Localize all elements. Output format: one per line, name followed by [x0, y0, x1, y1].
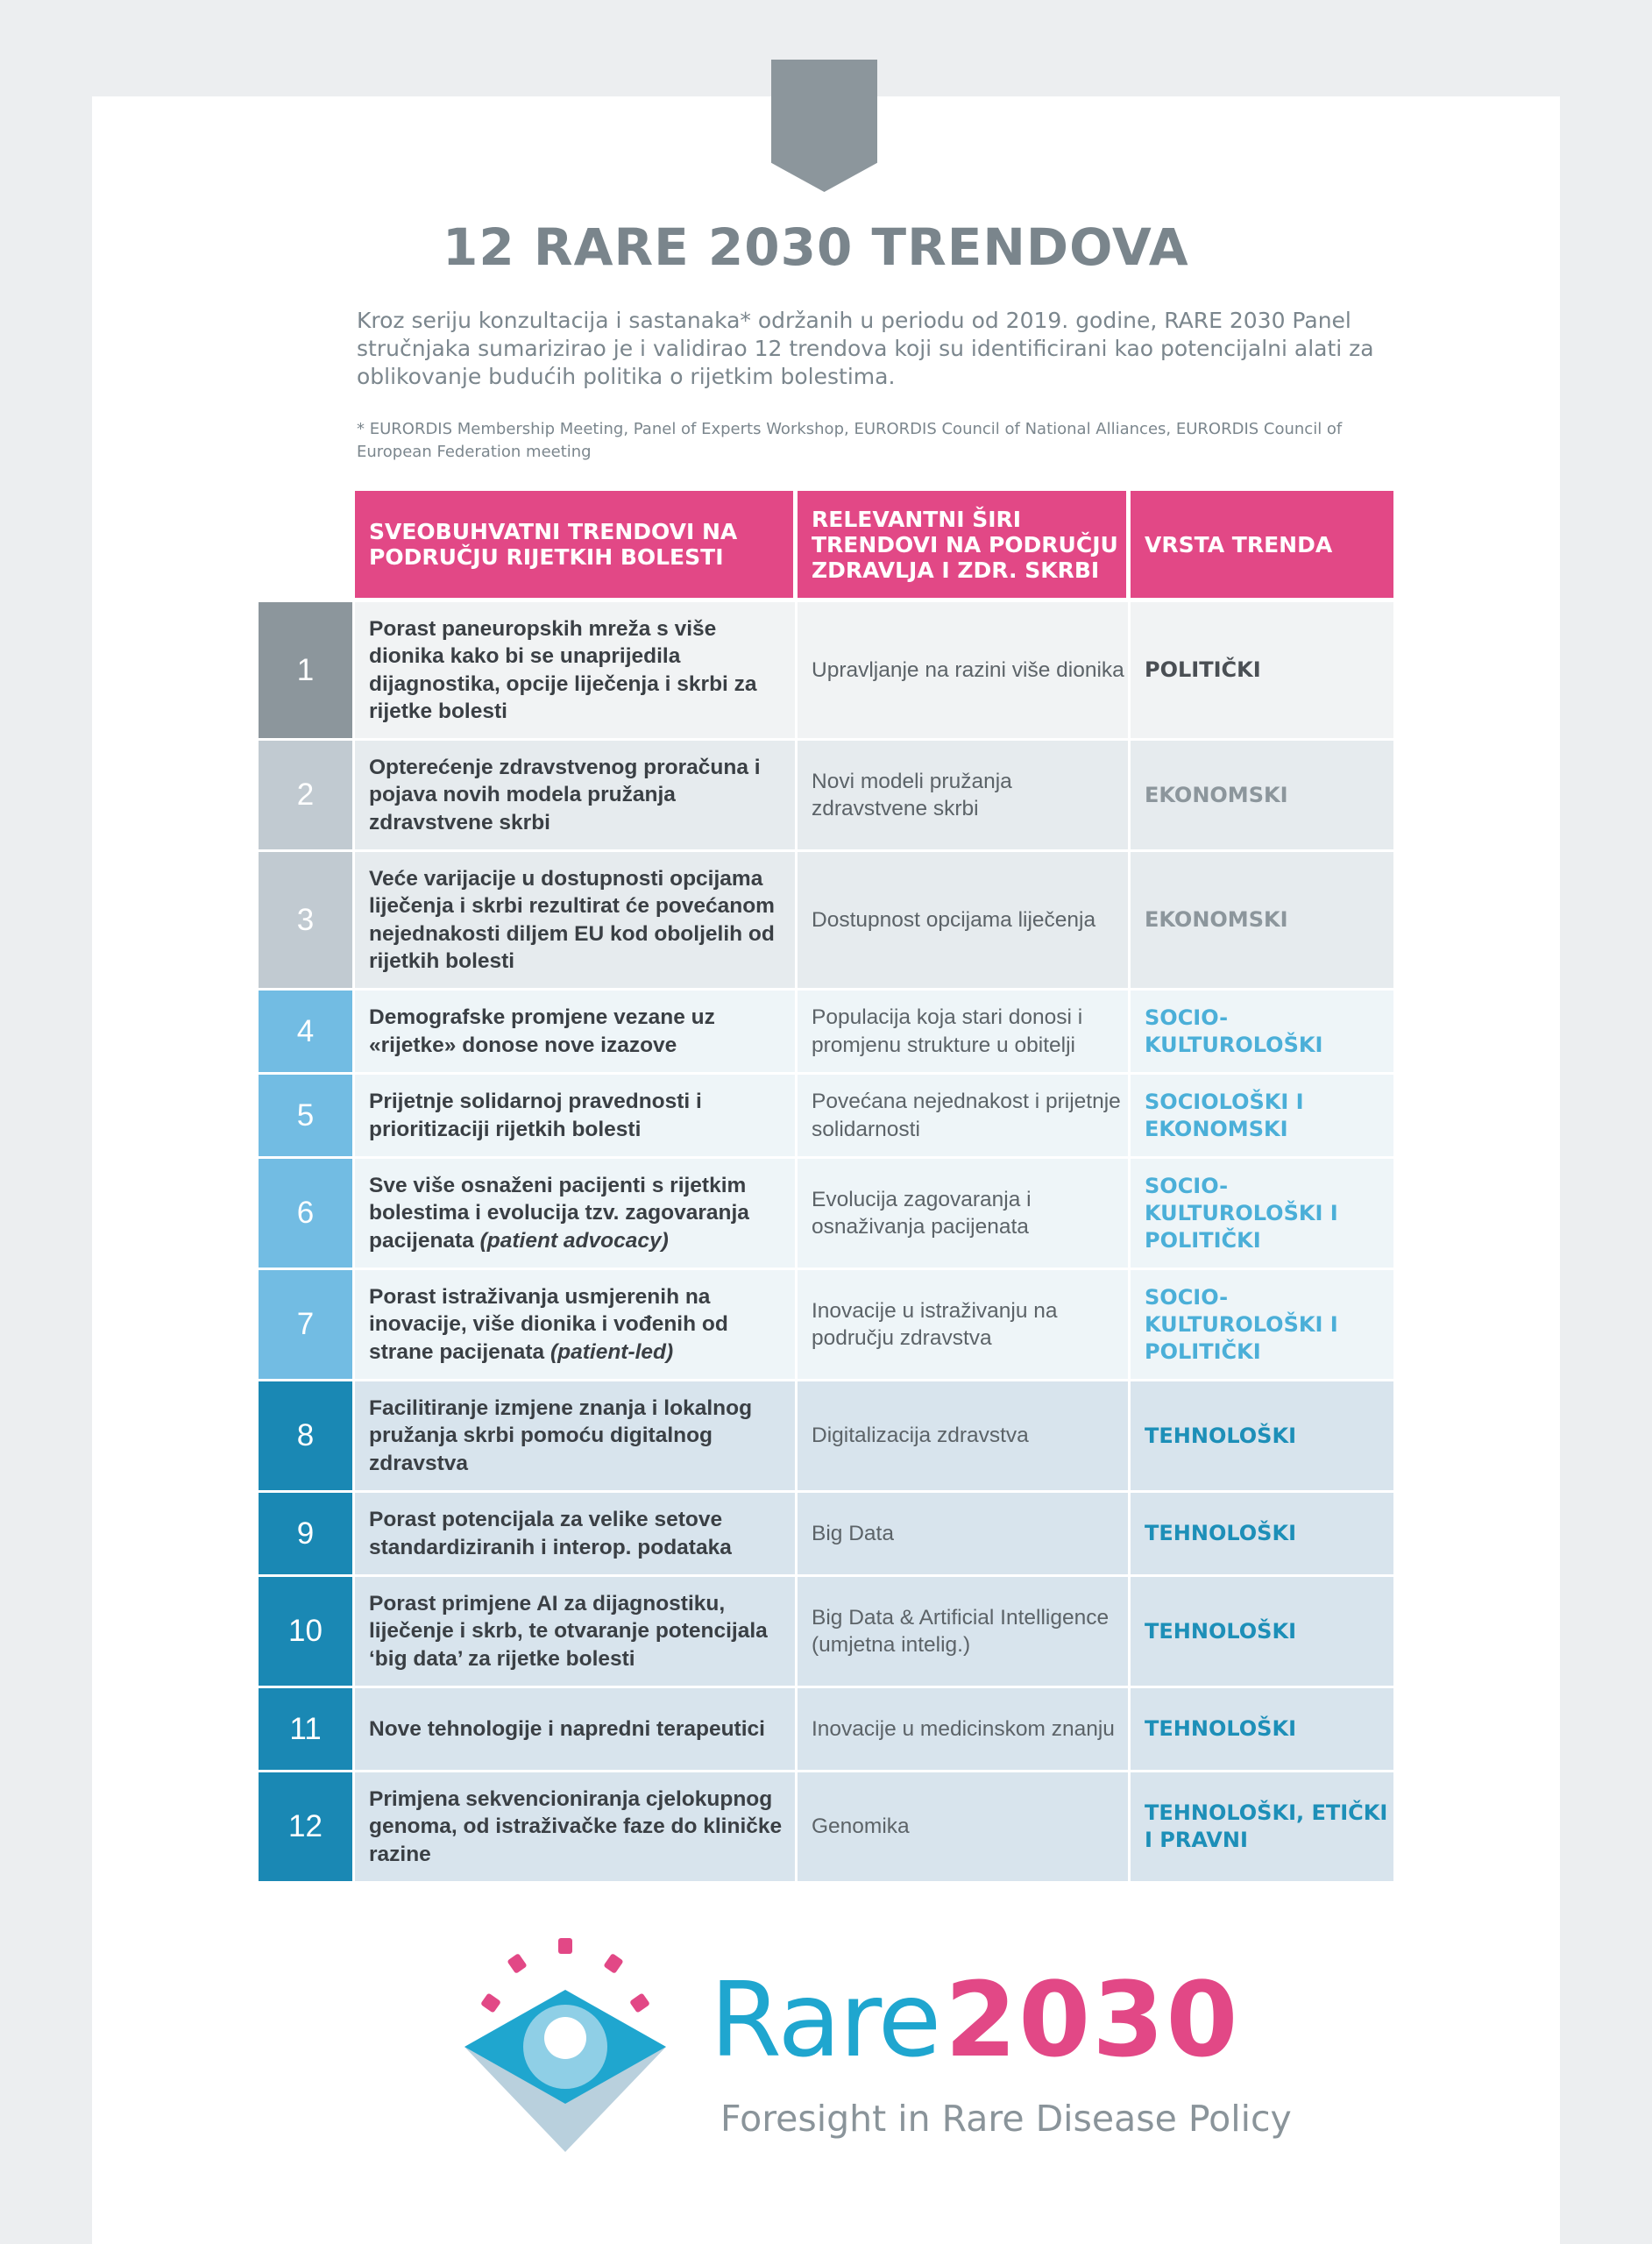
rare-trend-text: Veće varijacije u dostupnosti opcijama liječenja i skrbi rezultirat će povećanom nejednakosti diljem EU kod oboljelih od rijetkih bolesti	[369, 866, 775, 973]
rare-trend-text: Prijetnje solidarnoj pravednosti i prioritizaciji rijetkih bolesti	[369, 1090, 702, 1141]
rare-trend-emphasis: (patient-led)	[549, 1339, 674, 1364]
trend-type-text: POLITIČKI	[1145, 657, 1261, 682]
trend-type-cell	[1131, 991, 1393, 1072]
health-trend-text: Genomika	[812, 1814, 910, 1839]
trend-type-text: EKONOMSKI	[1145, 782, 1288, 807]
health-trend-cell	[798, 1577, 1128, 1686]
row-number: 9	[259, 1493, 352, 1574]
trend-type-text: TEHNOLOŠKI	[1145, 1423, 1296, 1448]
eyelash-dot	[603, 1953, 623, 1974]
eyelash-dot	[629, 1992, 650, 2013]
health-trend-cell	[798, 1688, 1128, 1770]
trend-type-text: TEHNOLOŠKI	[1145, 1716, 1296, 1741]
health-trend-text: Evolucija zagovaranja i osnaživanja pacijenata	[812, 1187, 1032, 1239]
health-trend-cell	[798, 1270, 1128, 1379]
health-trend-cell	[798, 1493, 1128, 1574]
health-trend-text: Upravljanje na razini više dionika	[812, 657, 1124, 682]
row-number: 10	[259, 1577, 352, 1686]
rare-trend-text: Primjena sekvencioniranja cjelokupnog genoma, od istraživačke faze do kliničke razine	[369, 1786, 783, 1866]
table-row	[259, 1577, 1393, 1686]
rare-trend-cell	[355, 1772, 795, 1881]
logo-word: Rare	[710, 1959, 940, 2080]
rare-trend-cell	[355, 1688, 795, 1770]
eyelash-dot	[480, 1992, 501, 2013]
trend-type-cell	[1131, 1688, 1393, 1770]
row-number: 12	[259, 1772, 352, 1881]
trend-type-text: SOCIO-KULTUROLOŠKI I POLITIČKI	[1145, 1173, 1338, 1253]
row-number: 4	[259, 991, 352, 1072]
health-trend-cell	[798, 1159, 1128, 1268]
eyelash-dot	[558, 1938, 572, 1954]
table-row	[259, 1075, 1393, 1156]
rare-trend-text: Demografske promjene vezane uz «rijetke» donose nove izazove	[369, 1005, 715, 1057]
row-number: 7	[259, 1270, 352, 1379]
logo-tagline: Foresight in Rare Disease Policy	[720, 2098, 1292, 2140]
trend-type-cell	[1131, 1270, 1393, 1379]
rare-trend-text: Porast istraživanja usmjerenih na inovacije, više dionika i vođenih od strane pacijenata	[369, 1284, 728, 1364]
page-title: 12 RARE 2030 TRENDOVA	[443, 217, 1189, 277]
rare-trend-cell	[355, 1270, 795, 1379]
health-trend-text: Dostupnost opcijama liječenja	[812, 907, 1096, 932]
health-trend-text: Inovacije u medicinskom znanju	[812, 1716, 1115, 1741]
row-number: 3	[259, 852, 352, 988]
trend-type-text: TEHNOLOŠKI	[1145, 1521, 1296, 1545]
table-row	[259, 1688, 1393, 1770]
row-number: 1	[259, 602, 352, 738]
trend-type-text: SOCIOLOŠKI I EKONOMSKI	[1145, 1089, 1304, 1141]
rare-trend-text: Opterećenje zdravstvenog proračuna i pojava novih modela pružanja zdravstvene skrbi	[369, 755, 761, 834]
rare-trend-text: Nove tehnologije i napredni terapeutici	[369, 1716, 765, 1741]
health-trend-text: Inovacije u istraživanju na području zdravstva	[812, 1298, 1058, 1350]
header-health-trends: RELEVANTNI ŠIRI TRENDOVI NA PODRUČJU ZDRAVLJA I ZDR. SKRBI	[798, 491, 1126, 598]
health-trend-text: Povećana nejednakost i prijetnje solidarnosti	[812, 1090, 1121, 1141]
header-trend-type: VRSTA TRENDA	[1131, 491, 1393, 598]
footnote: * EURORDIS Membership Meeting, Panel of Experts Workshop, EURORDIS Council of National Alliances, EURORDIS Council of European Federation meeting	[357, 420, 1343, 461]
table-row	[259, 1159, 1393, 1268]
intro-paragraph: Kroz seriju konzultacija i sastanaka* održanih u periodu od 2019. godine, RARE 2030 Panel stručnjaka sumarizirao je i validirao 12 trendova koji su identificirani kao potencijalni alati za oblikovanje budućih politika o rijetkim bolestima.	[357, 308, 1374, 389]
trend-type-text: TEHNOLOŠKI, ETIČKI I PRAVNI	[1145, 1800, 1388, 1852]
rare-trend-cell	[355, 1159, 795, 1268]
rare-trend-text: Facilitiranje izmjene znanja i lokalnog pružanja skrbi pomoću digitalnog zdravstva	[369, 1395, 753, 1475]
table-row	[259, 1381, 1393, 1490]
table-row	[259, 1772, 1393, 1881]
header-rare-trends: SVEOBUHVATNI TRENDOVI NA PODRUČJU RIJETKIH BOLESTI	[355, 491, 793, 598]
health-trend-text: Big Data & Artificial Intelligence (umjetna intelig.)	[812, 1605, 1110, 1657]
rare-trend-emphasis: (patient advocacy)	[479, 1228, 669, 1253]
table-row	[259, 1270, 1393, 1379]
rare-trend-cell	[355, 1577, 795, 1686]
trend-type-cell	[1131, 1577, 1393, 1686]
row-number: 6	[259, 1159, 352, 1268]
trend-type-cell	[1131, 1381, 1393, 1490]
trend-type-cell	[1131, 1493, 1393, 1574]
trend-type-text: TEHNOLOŠKI	[1145, 1618, 1296, 1644]
logo-year: 2030	[945, 1959, 1240, 2080]
trend-type-cell	[1131, 852, 1393, 988]
health-trend-text: Novi modeli pružanja zdravstvene skrbi	[812, 769, 1012, 820]
trend-type-cell	[1131, 741, 1393, 849]
health-trend-cell	[798, 1075, 1128, 1156]
rare-trend-text: Porast paneuropskih mreža s više dionika kako bi se unaprijedila dijagnostika, opcije liječenja i skrbi za rijetke bolesti	[369, 616, 757, 723]
rare-trend-cell	[355, 1075, 795, 1156]
table-row	[259, 741, 1393, 849]
health-trend-cell	[798, 1772, 1128, 1881]
trend-type-cell	[1131, 1075, 1393, 1156]
trend-type-cell	[1131, 1159, 1393, 1268]
table-row	[259, 852, 1393, 988]
trend-type-cell	[1131, 602, 1393, 738]
row-number: 5	[259, 1075, 352, 1156]
trend-type-text: SOCIO-KULTUROLOŠKI	[1145, 1005, 1323, 1057]
rare-trend-text: Porast potencijala za velike setove standardiziranih i interop. podataka	[369, 1508, 732, 1559]
trend-type-text: EKONOMSKI	[1145, 907, 1288, 932]
health-trend-text: Digitalizacija zdravstva	[812, 1424, 1029, 1448]
rare-trend-cell	[355, 602, 795, 738]
row-number: 8	[259, 1381, 352, 1490]
rare-trend-cell	[355, 1493, 795, 1574]
table-row	[259, 602, 1393, 738]
rare-trend-text: Porast primjene AI za dijagnostiku, liječenje i skrb, te otvaranje potencijala ‘big data’ za rijetke bolesti	[369, 1591, 768, 1671]
rare-trend-text: Sve više osnaženi pacijenti s rijetkim bolestima i evolucija tzv. zagovaranja pacijenata	[369, 1173, 749, 1253]
table-row	[259, 991, 1393, 1072]
table-row	[259, 1493, 1393, 1574]
rare-trend-cell	[355, 991, 795, 1072]
trend-type-text: SOCIO-KULTUROLOŠKI I POLITIČKI	[1145, 1284, 1338, 1364]
rare-trend-cell	[355, 741, 795, 849]
health-trend-cell	[798, 741, 1128, 849]
eyelash-dot	[507, 1953, 527, 1974]
rare-trend-cell	[355, 1381, 795, 1490]
rare-trend-cell	[355, 852, 795, 988]
health-trend-cell	[798, 991, 1128, 1072]
row-number: 2	[259, 741, 352, 849]
health-trend-cell	[798, 602, 1128, 738]
row-number: 11	[259, 1688, 352, 1770]
health-trend-text: Populacija koja stari donosi i promjenu strukture u obitelji	[812, 1005, 1083, 1057]
health-trend-text: Big Data	[812, 1521, 894, 1545]
health-trend-cell	[798, 1381, 1128, 1490]
health-trend-cell	[798, 852, 1128, 988]
trend-type-cell	[1131, 1772, 1393, 1881]
eye-logo-icon	[443, 1933, 688, 2161]
